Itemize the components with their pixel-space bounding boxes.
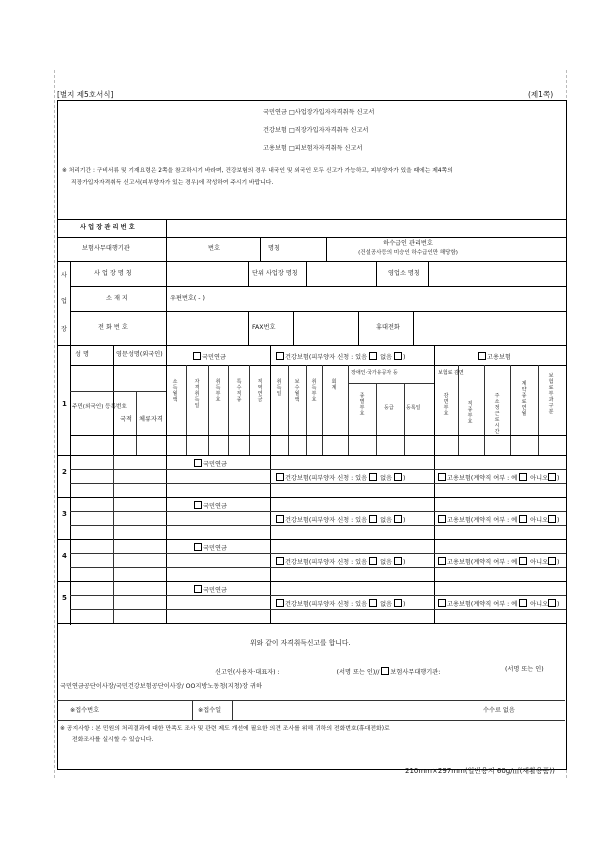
biz-name-label: 사 업 장 명 칭 bbox=[94, 270, 132, 277]
dependents-yes-checkbox[interactable] bbox=[369, 352, 377, 360]
postal-label: 우편번호( - ) bbox=[170, 295, 205, 302]
row-dep-no[interactable] bbox=[394, 515, 402, 523]
emp-premium-label: 보험료부과구분 bbox=[548, 373, 554, 415]
section-char-1: 사 bbox=[61, 272, 67, 279]
receipt-number-label: ※접수번호 bbox=[70, 707, 100, 714]
row-employment: 고용보험(계약직 여부 : 예 아니오 ) bbox=[438, 557, 559, 566]
row-number: 2 bbox=[62, 468, 67, 476]
row-number-1: 1 bbox=[62, 400, 67, 408]
emp-hours-label: 주소정근로시간 bbox=[494, 393, 500, 435]
row-contract-yes[interactable] bbox=[519, 473, 527, 481]
row-health: 건강보험(피부양자 신청 : 있음 없음 ) bbox=[276, 599, 405, 608]
health-header: 건강보험(피부양자 신청 : 있음 없음 ) bbox=[276, 352, 405, 361]
paper-size: 210mm×297mm(일반용지 60g/㎡(재활용품)) bbox=[405, 767, 555, 775]
row-dep-yes[interactable] bbox=[369, 515, 377, 523]
row-pension-checkbox[interactable] bbox=[194, 501, 202, 509]
row-health-checkbox[interactable] bbox=[276, 515, 284, 523]
pension-header: 국민연금 bbox=[193, 352, 226, 361]
mobile-label: 휴대전화 bbox=[376, 324, 400, 331]
row-pension-checkbox[interactable] bbox=[194, 585, 202, 593]
name-col-label: 성 명 bbox=[75, 351, 89, 358]
row-emp-checkbox[interactable] bbox=[438, 557, 446, 565]
mgmt-no-label: 사 업 장 관 리 번 호 bbox=[80, 224, 135, 231]
resident-no-label: 주민(외국인) 등록번호 bbox=[72, 404, 127, 410]
subsidy-code-label: 감면부호 bbox=[443, 393, 449, 417]
row-number: 5 bbox=[62, 594, 67, 602]
row-dep-yes[interactable] bbox=[369, 557, 377, 565]
address-label: 소 재 지 bbox=[106, 295, 128, 302]
row-health-checkbox[interactable] bbox=[276, 473, 284, 481]
notice-line-1: ※ 처리기간 : 구비서류 및 기재요령은 2쪽을 참고하시기 바라며, 건강보험의 경우 내국인 및 외국인 모두 신고가 가능하고, 피부양자가 있을 때에는 제4쪽의 bbox=[62, 168, 453, 174]
survey-notice-2: 전화조사를 실시할 수 있습니다. bbox=[72, 737, 154, 743]
row-emp-checkbox[interactable] bbox=[438, 473, 446, 481]
pension-checkbox[interactable] bbox=[193, 352, 201, 360]
row-pension: 국민연금 bbox=[194, 543, 227, 552]
row-employment: 고용보험(계약직 여부 : 예 아니오 ) bbox=[438, 515, 559, 524]
pension-income-label: 소득월액 bbox=[172, 379, 178, 403]
health-checkbox[interactable] bbox=[276, 352, 284, 360]
row-contract-no[interactable] bbox=[548, 557, 556, 565]
row-pension: 국민연금 bbox=[194, 585, 227, 594]
row-contract-yes[interactable] bbox=[519, 557, 527, 565]
subcontract-label: 하수급인 관리번호 bbox=[383, 240, 433, 247]
dependents-no-checkbox[interactable] bbox=[394, 352, 402, 360]
row-contract-no[interactable] bbox=[548, 473, 556, 481]
row-pension: 국민연금 bbox=[194, 459, 227, 468]
row-emp-checkbox[interactable] bbox=[438, 599, 446, 607]
declaration: 위와 같이 자격취득신고를 합니다. bbox=[250, 639, 351, 647]
agency-name-label: 명칭 bbox=[268, 245, 280, 252]
section-char-3: 장 bbox=[61, 326, 67, 333]
pension-code-label: 취득부호 bbox=[215, 379, 221, 403]
subsidy-label: 보험료 감면 bbox=[438, 370, 464, 376]
fax-label: FAX번호 bbox=[252, 324, 276, 331]
row-emp-checkbox[interactable] bbox=[438, 515, 446, 523]
row-dep-no[interactable] bbox=[394, 599, 402, 607]
row-number: 4 bbox=[62, 552, 67, 560]
disability-type-label: 종별부호 bbox=[359, 393, 365, 417]
row-pension-checkbox[interactable] bbox=[194, 459, 202, 467]
disability-date-label: 등록일 bbox=[406, 405, 421, 411]
disability-grade-label: 등급 bbox=[384, 405, 394, 411]
health-code-label: 취득부호 bbox=[311, 379, 317, 403]
row-dep-no[interactable] bbox=[394, 557, 402, 565]
subcontract-note: (건설공사등의 미승인 하수급인만 해당함) bbox=[358, 250, 458, 256]
row-contract-yes[interactable] bbox=[519, 515, 527, 523]
fee-label: 수수료 없음 bbox=[483, 707, 515, 714]
pension-special-label: 특수직종 bbox=[236, 379, 242, 403]
row-health: 건강보험(피부양자 신청 : 있음 없음 ) bbox=[276, 473, 405, 482]
row-dep-yes[interactable] bbox=[369, 599, 377, 607]
row-health-checkbox[interactable] bbox=[276, 599, 284, 607]
disability-label: 장애인·국가유공자 등 bbox=[351, 370, 398, 376]
pension-date-label: 자격취득일 bbox=[194, 379, 200, 409]
row-number: 3 bbox=[62, 510, 67, 518]
unit-biz-label: 단위 사업장 명칭 bbox=[252, 270, 298, 277]
sales-office-label: 영업소 명칭 bbox=[388, 270, 420, 277]
agency-sign: (서명 또는 인) bbox=[505, 666, 544, 673]
reporter-label: 신고인(사용자·대표자) : (서명 또는 인)// 보험사무대행기관: bbox=[215, 669, 441, 676]
row-dep-no[interactable] bbox=[394, 473, 402, 481]
agency-number-label: 번호 bbox=[208, 245, 220, 252]
employment-checkbox[interactable] bbox=[478, 352, 486, 360]
row-employment: 고용보험(계약직 여부 : 예 아니오 ) bbox=[438, 599, 559, 608]
health-accounting-label: 회계 bbox=[331, 379, 337, 391]
row-health: 건강보험(피부양자 신청 : 있음 없음 ) bbox=[276, 515, 405, 524]
notice-line-2: 직장가입자자격취득 신고서(피부양자가 있는 경우)에 작성하여 주시기 바랍니다. bbox=[71, 180, 274, 186]
row-contract-yes[interactable] bbox=[519, 599, 527, 607]
row-pension: 국민연금 bbox=[194, 501, 227, 510]
emp-occupation-label: 직종부호 bbox=[467, 401, 473, 425]
row-pension-checkbox[interactable] bbox=[194, 543, 202, 551]
receipt-date-label: ※접수일 bbox=[198, 707, 222, 714]
employment-header: 고용보험 bbox=[478, 352, 511, 361]
agency-checkbox[interactable] bbox=[381, 667, 389, 675]
survey-notice-1: ※ 공지사항 : 본 민원의 처리결과에 대한 만족도 조사 및 관련 제도 개선에 필요한 의견 조사를 위해 귀하의 전화번호(휴대전화)로 bbox=[60, 726, 390, 732]
insurance-agency-label: 보험사무대행기관 bbox=[82, 245, 130, 252]
nationality-label: 국적 bbox=[120, 416, 132, 423]
health-date-label: 취득일 bbox=[276, 379, 282, 397]
row-health: 건강보험(피부양자 신청 : 있음 없음 ) bbox=[276, 557, 405, 566]
title-pension: 국민연금 □사업장가입자자격취득 신고서 bbox=[263, 109, 375, 116]
status-label: 체류자격 bbox=[139, 416, 163, 423]
row-employment: 고용보험(계약직 여부 : 예 아니오 ) bbox=[438, 473, 559, 482]
eng-name-label: 영문성명(외국인) bbox=[116, 351, 163, 358]
phone-label: 전 화 번 호 bbox=[98, 324, 128, 331]
form-number: [별지 제5호서식] bbox=[57, 90, 114, 99]
section-char-2: 업 bbox=[61, 298, 67, 305]
emp-contract-end-label: 계약종료연월 bbox=[521, 381, 527, 417]
row-dep-yes[interactable] bbox=[369, 473, 377, 481]
page-number: (제1쪽) bbox=[528, 90, 554, 99]
pension-occupational-label: 직역연금 bbox=[257, 379, 263, 403]
row-health-checkbox[interactable] bbox=[276, 557, 284, 565]
row-contract-no[interactable] bbox=[548, 515, 556, 523]
health-income-label: 보수월액 bbox=[294, 379, 300, 403]
row-contract-no[interactable] bbox=[548, 599, 556, 607]
title-employment: 고용보험 □피보험자자격취득 신고서 bbox=[263, 145, 363, 152]
title-health: 건강보험 □직장가입자자격취득 신고서 bbox=[263, 127, 369, 134]
recipients: 국민연금공단이사장/국민건강보험공단이사장/ OO지방노동청(지청)장 귀하 bbox=[60, 683, 262, 690]
